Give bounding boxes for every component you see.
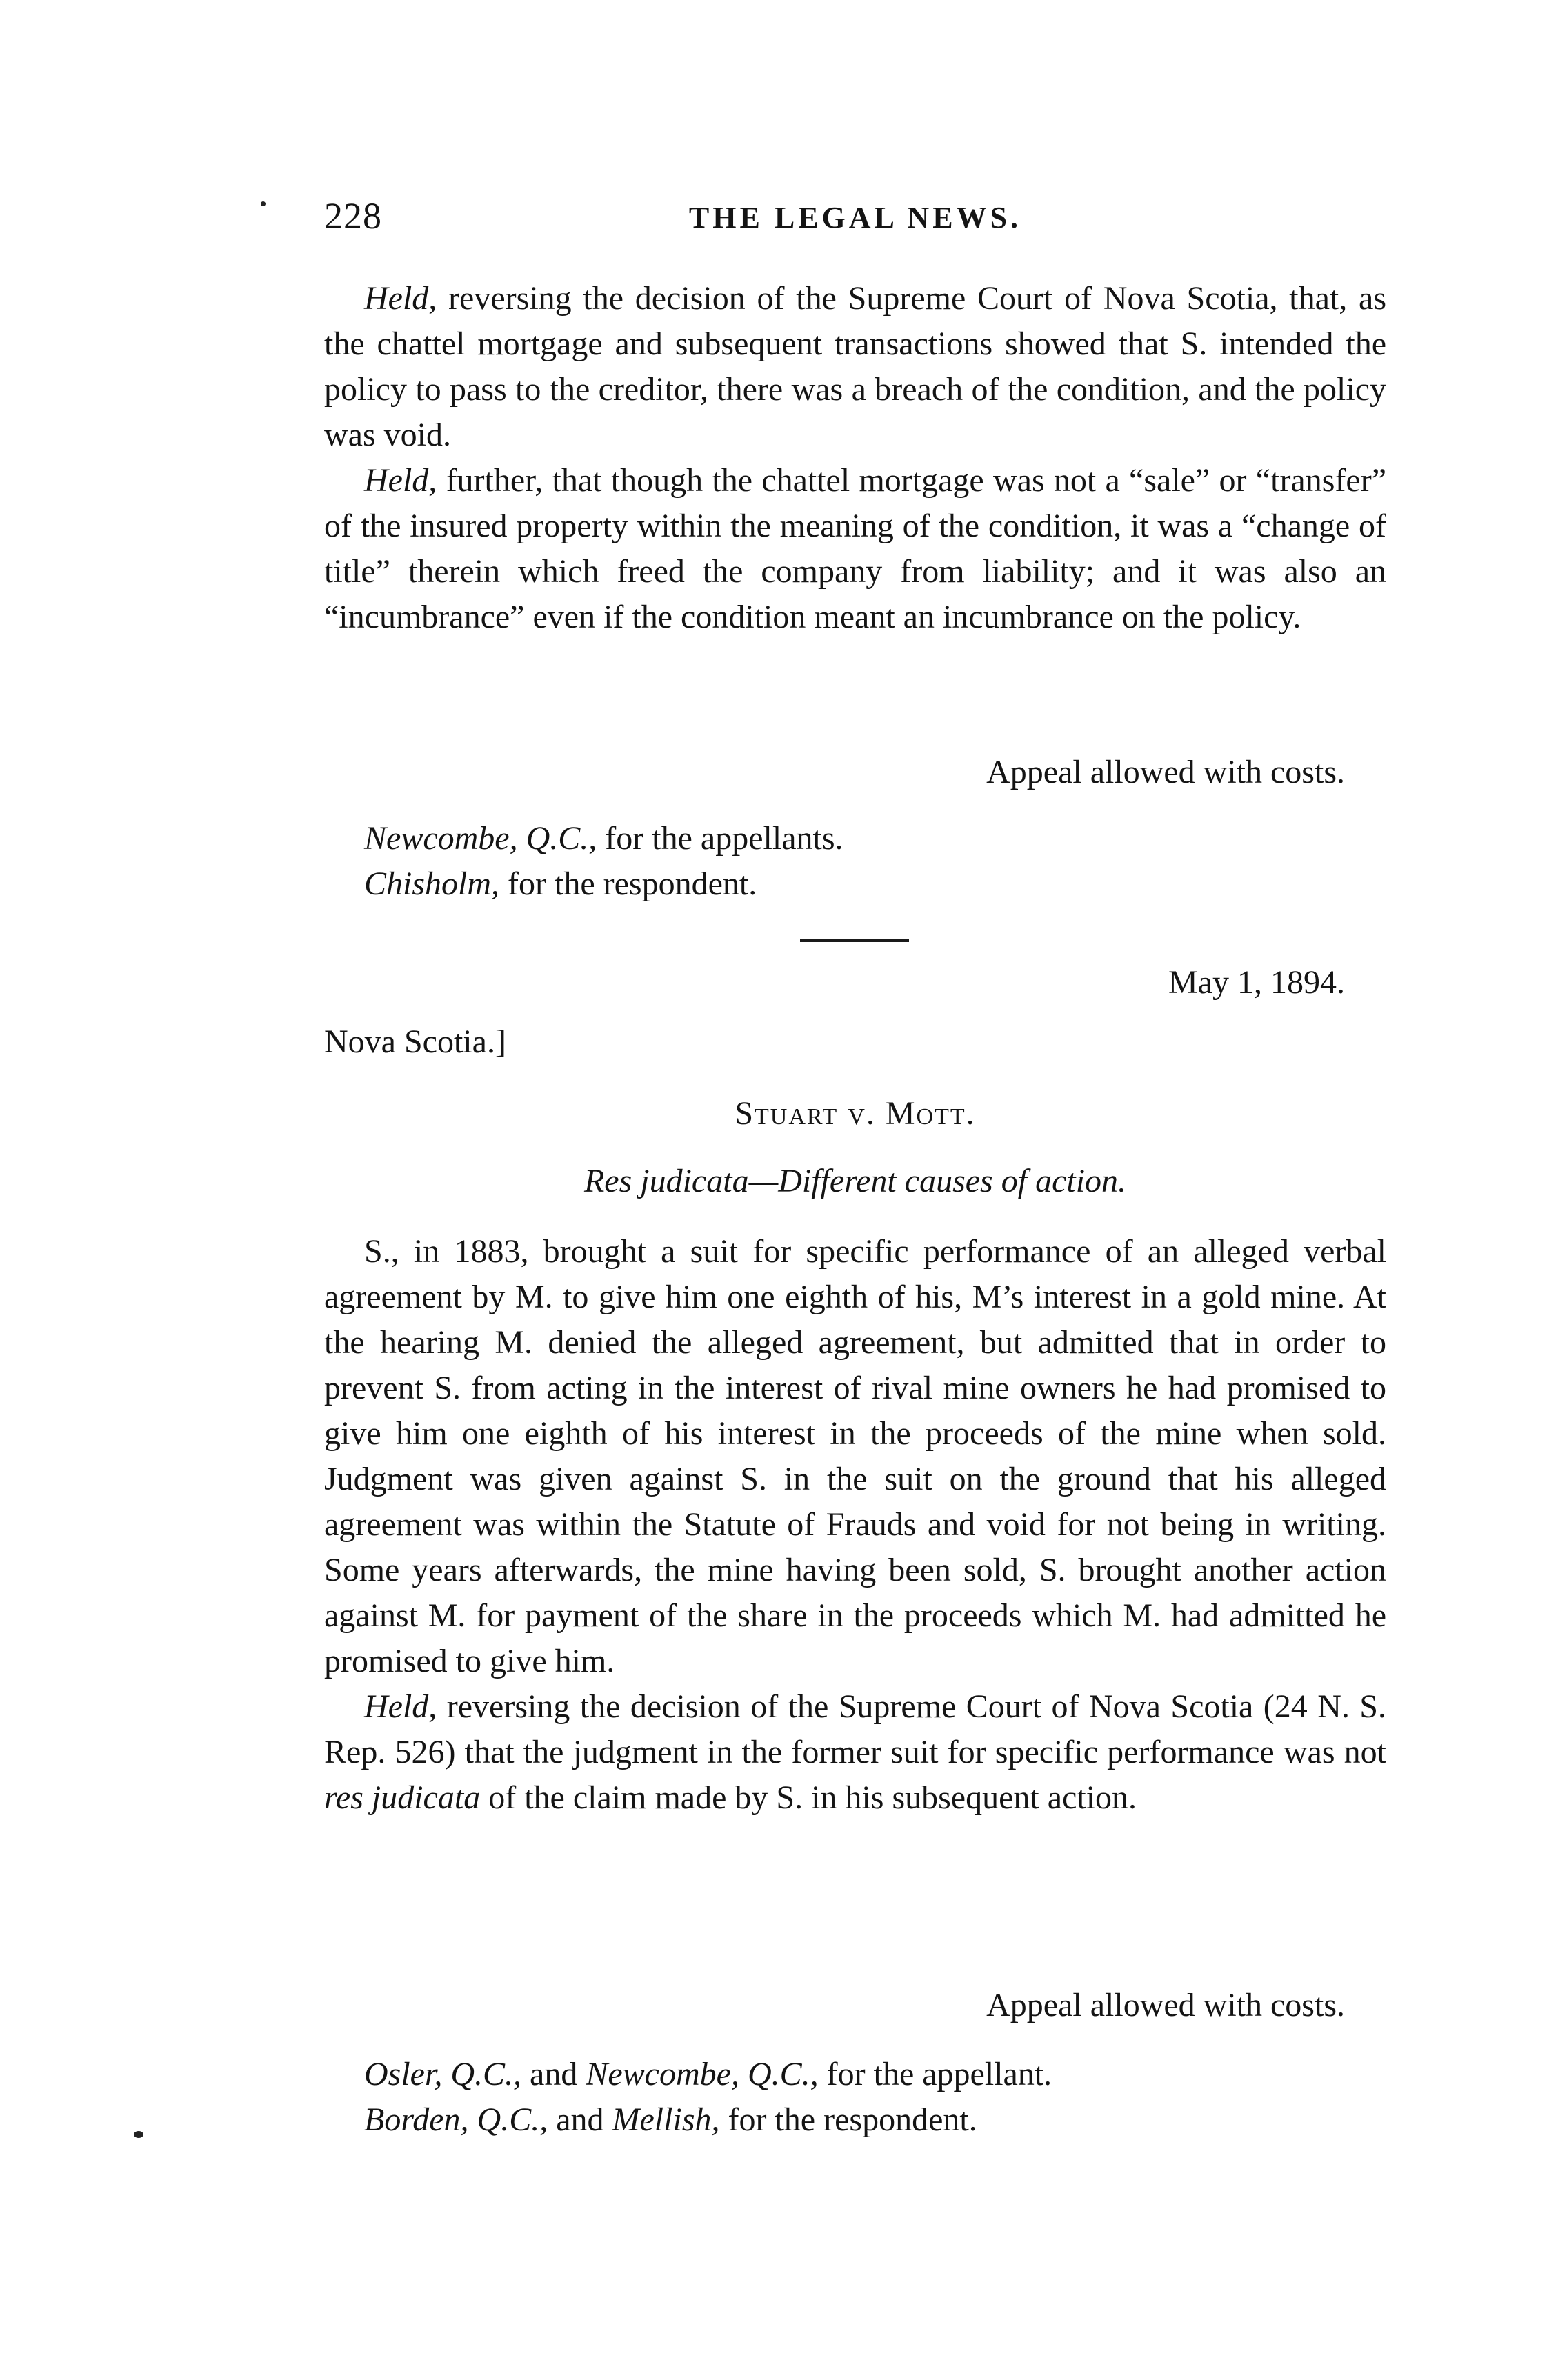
- case2-disposition-line: [324, 1983, 1386, 2028]
- counsel-name: Osler, Q.C.,: [364, 2056, 522, 2092]
- page-number: 228: [324, 195, 382, 237]
- page-header: [324, 194, 1386, 250]
- counsel-name: Mellish,: [612, 2101, 720, 2138]
- counsel-name: Chisholm,: [364, 866, 500, 902]
- counsel-line: [324, 816, 1386, 861]
- counsel-joiner: and: [548, 2101, 612, 2138]
- case1-disposition-line: [324, 750, 1386, 795]
- case2-body: [324, 1229, 1386, 1821]
- counsel-line: [324, 2052, 1386, 2097]
- facts-paragraph: S., in 1883, brought a suit for specific performance of an alleged verbal agreement by M. to give him one eighth of his, M’s interest in a gold mine. At the hearing M. denied the alleged agreement, but admitted that in order to prevent S. from acting in the interest of rival mine owners he had promised to give him one eighth of his interest in the proceeds of the mine when sold. Judgment was given against S. in the suit on the ground that his alleged agreement was within the Statute of Frauds and void for not being in writing. Some years afterwards, the mine having been sold, S. brought another action against M. for payment of the share in the proceeds which M. had admitted he promised to give him.: [324, 1233, 1386, 1679]
- held-paragraph: [324, 276, 1386, 458]
- case2-date-line: [324, 960, 1386, 1006]
- counsel-role: for the respondent.: [719, 2101, 977, 2138]
- case-date: May 1, 1894.: [1168, 964, 1345, 1001]
- held-text: further, that though the chattel mortgage was not a “sale” or “transfer” of the insured property within the meaning of the condition, it was a “change of title” therein which freed the company from liability; and it was also an “incumbrance” even if the condition meant an incumbrance on the policy.: [324, 462, 1386, 635]
- held-text: of the claim made by S. in his subsequent action.: [480, 1779, 1137, 1816]
- held-text: reversing the decision of the Supreme Court of Nova Scotia, that, as the chattel mortgage and subsequent transactions showed that S. intended the policy to pass to the creditor, there was a breach of the condition, and the policy was void.: [324, 280, 1386, 453]
- counsel-line: [324, 861, 1386, 907]
- scan-speck: [261, 201, 266, 206]
- case-subject: Res judicata—Different causes of action.: [583, 1163, 1127, 1199]
- counsel-name: Borden, Q.C.,: [364, 2101, 548, 2138]
- counsel-role: for the respondent.: [499, 866, 757, 902]
- case1-counsel: [324, 816, 1386, 907]
- held-text: reversing the decision of the Supreme Court of Nova Scotia (24 N. S. Rep. 526) that the judgment in the former suit for specific performance was not: [324, 1688, 1386, 1770]
- held-label: Held,: [364, 1688, 437, 1725]
- counsel-line: [324, 2097, 1386, 2143]
- scan-speck: [134, 2131, 143, 2138]
- counsel-joiner: and: [521, 2056, 586, 2092]
- case-divider: [800, 939, 909, 942]
- legal-term: res judicata: [324, 1779, 481, 1816]
- province: Nova Scotia.]: [324, 1023, 506, 1060]
- counsel-role: for the appellant.: [818, 2056, 1052, 2092]
- counsel-name: Newcombe, Q.C.,: [586, 2056, 819, 2092]
- case1-holdings: [324, 276, 1386, 640]
- case-title: Stuart v. Mott.: [735, 1095, 976, 1132]
- case2-counsel: [324, 2052, 1386, 2143]
- held-paragraph: [324, 458, 1386, 640]
- running-head: THE LEGAL NEWS.: [688, 201, 1022, 234]
- held-paragraph: [324, 1684, 1386, 1821]
- held-label: Held,: [364, 280, 437, 317]
- disposition: Appeal allowed with costs.: [986, 1987, 1345, 2023]
- counsel-role: for the appellants.: [597, 820, 843, 857]
- held-label: Held,: [364, 462, 437, 499]
- disposition: Appeal allowed with costs.: [986, 754, 1345, 790]
- counsel-name: Newcombe, Q.C.,: [364, 820, 597, 857]
